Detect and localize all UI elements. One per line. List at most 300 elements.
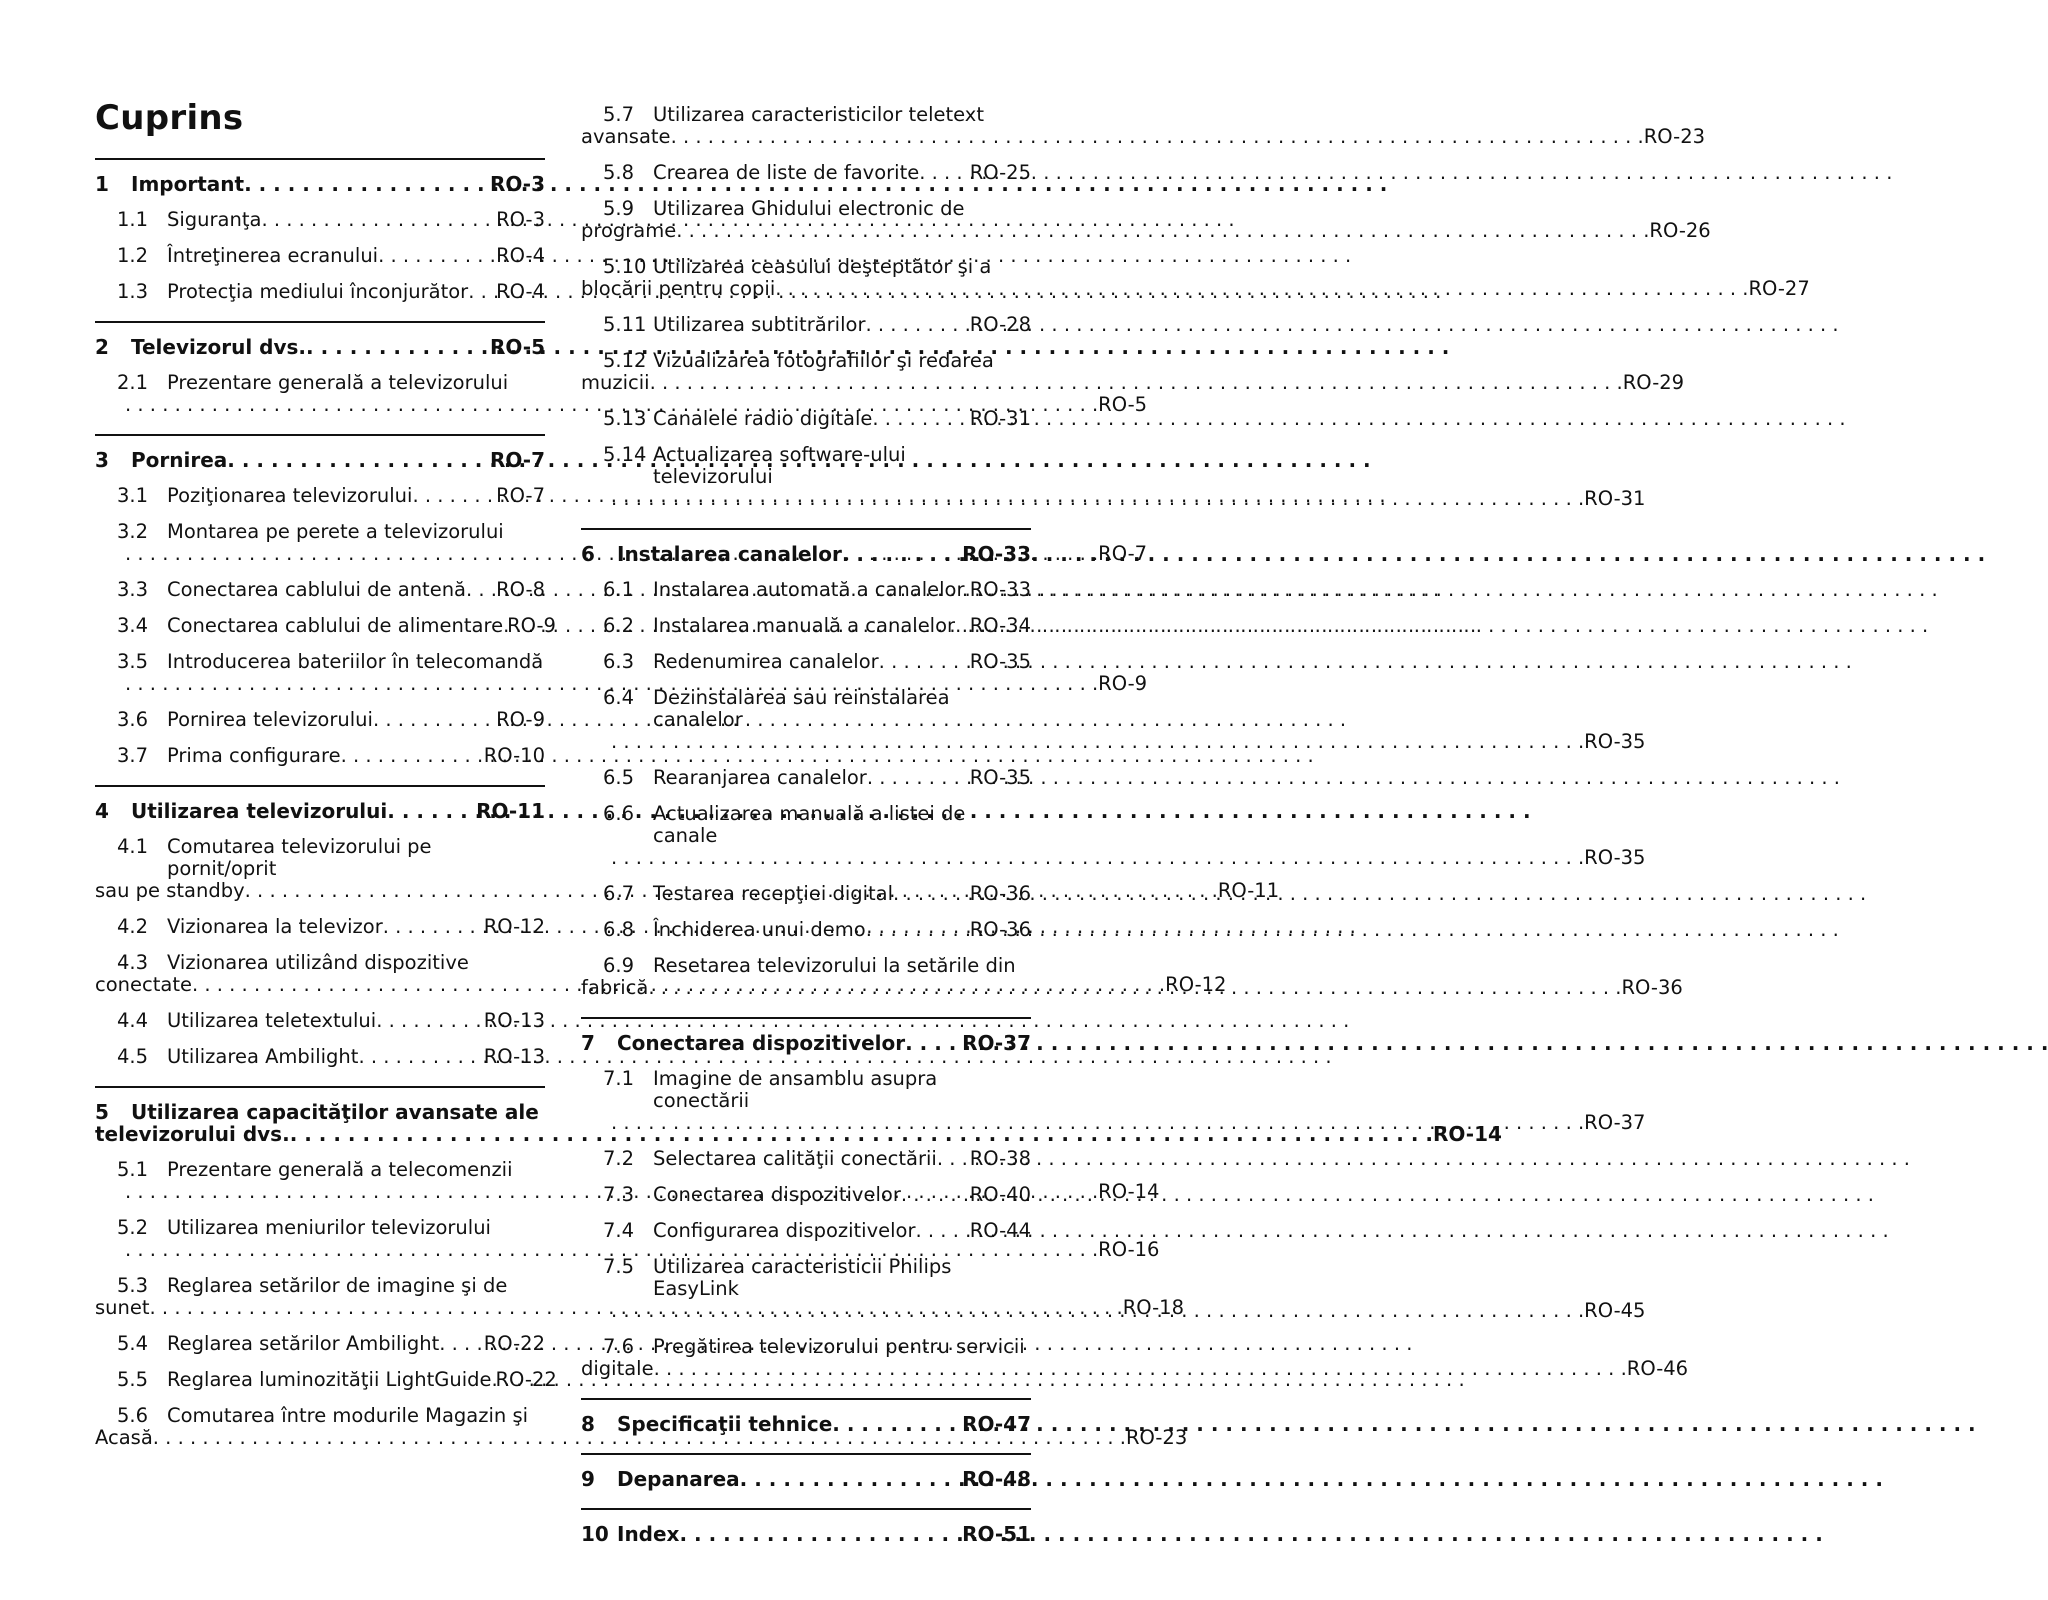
- dot-leader: [867, 767, 970, 789]
- entry-number: 2: [95, 335, 109, 359]
- toc-entry[interactable]: [95, 579, 545, 601]
- entry-line-1: [603, 104, 1031, 126]
- entry-title: Conectarea cablului de alimentare: [167, 614, 504, 637]
- entry-number: 3.5: [117, 650, 149, 673]
- entry-title: Actualizarea manuală a listei de canale: [653, 802, 966, 847]
- entry-title: Utilizarea teletextului: [167, 1009, 377, 1032]
- entry-title: Prima configurare: [167, 744, 341, 767]
- toc-entry[interactable]: [95, 1368, 557, 1391]
- entry-number: 5.9: [603, 197, 635, 220]
- entry-number: 2.1: [117, 371, 149, 394]
- entry-number: 3: [95, 448, 109, 472]
- entry-number: 7.6: [603, 1335, 635, 1358]
- toc-entry[interactable]: [95, 1046, 545, 1068]
- toc-section: [95, 158, 545, 321]
- entry-page: RO-27: [1748, 277, 1810, 300]
- toc-entry[interactable]: [581, 883, 1031, 905]
- toc-entry[interactable]: [95, 916, 545, 938]
- entry-number: 5.7: [603, 103, 635, 126]
- dot-leader: [611, 488, 1584, 510]
- entry-number: 4: [95, 799, 109, 823]
- dot-leader: [879, 651, 970, 673]
- toc-entry[interactable]: [95, 245, 545, 267]
- entry-page: RO-12: [483, 915, 545, 938]
- entry-title: Protecţia mediului înconjurător: [167, 280, 469, 303]
- entry-line-2: [581, 371, 1685, 394]
- entry-number: 5.4: [117, 1332, 149, 1355]
- entry-number: 5.3: [117, 1274, 149, 1297]
- entry-number: 3.4: [117, 614, 149, 637]
- dot-leader: [468, 281, 496, 303]
- entry-title-cont: avansate: [581, 125, 671, 148]
- entry-number: 3.2: [117, 520, 149, 543]
- entry-title: Prezentare generală a telecomenzii: [167, 1158, 513, 1181]
- dot-leader: [905, 1032, 962, 1054]
- toc-entry[interactable]: [581, 579, 1031, 601]
- entry-title-cont: digitale: [581, 1357, 654, 1380]
- entry-page: RO-16: [1098, 1238, 1160, 1261]
- toc-chapter-entry[interactable]: [581, 1413, 1031, 1435]
- entry-title: Siguranţa: [167, 208, 262, 231]
- entry-page: RO-4: [496, 244, 545, 267]
- entry-title: Pornirea: [131, 448, 228, 472]
- entry-page: RO-9: [496, 708, 545, 731]
- toc-chapter-entry[interactable]: [95, 800, 545, 822]
- entry-title-cont: fabrică: [581, 976, 649, 999]
- entry-title: Închiderea unui demo: [653, 918, 866, 941]
- entry-number: 5.1: [117, 1158, 149, 1181]
- entry-page: RO-7: [490, 448, 545, 472]
- dot-leader: [227, 449, 490, 471]
- dot-leader: [387, 800, 476, 822]
- entry-number: 4.3: [117, 951, 149, 974]
- entry-title: Index: [617, 1522, 680, 1546]
- toc-entry[interactable]: [581, 162, 1031, 184]
- entry-line-2: [117, 672, 1148, 695]
- entry-line-2: [581, 219, 1711, 242]
- entry-page: RO-51: [962, 1522, 1031, 1546]
- entry-title: Poziţionarea televizorului: [167, 484, 413, 507]
- dot-leader: [383, 916, 484, 938]
- entry-title: Actualizarea software-ului televizorului: [653, 443, 906, 488]
- entry-title-cont: sau pe standby: [95, 879, 245, 902]
- entry-page: RO-4: [496, 280, 545, 303]
- entry-title: Resetarea televizorului la setările din: [653, 954, 1016, 977]
- entry-page: RO-35: [1584, 730, 1646, 753]
- toc-entry[interactable]: [95, 745, 545, 767]
- entry-number: 6.6: [603, 802, 635, 825]
- toc-entry[interactable]: [581, 103, 1706, 148]
- entry-line-1: [117, 1405, 545, 1427]
- entry-line-1: [603, 350, 1031, 372]
- entry-number: 5.11: [603, 313, 647, 336]
- dot-leader: [654, 1358, 1627, 1380]
- toc-entry[interactable]: [581, 1220, 1031, 1242]
- entry-title: Vizualizarea fotografiilor şi redarea: [653, 349, 994, 372]
- toc-entry[interactable]: [95, 709, 545, 731]
- dot-leader: [341, 745, 484, 767]
- entry-line-1: [603, 687, 1031, 731]
- toc-entry[interactable]: [95, 209, 545, 231]
- entry-line-2: [95, 1122, 1502, 1146]
- entry-number: 6.7: [603, 882, 635, 905]
- dot-leader: [775, 278, 1748, 300]
- entry-number: 8: [581, 1412, 595, 1436]
- entry-number: 3.6: [117, 708, 149, 731]
- entry-page: RO-31: [969, 407, 1031, 430]
- entry-page: RO-37: [1584, 1111, 1646, 1134]
- entry-title: Reglarea setărilor Ambilight: [167, 1332, 440, 1355]
- toc-entry[interactable]: [581, 314, 1031, 336]
- toc-entry[interactable]: [581, 255, 1810, 300]
- entry-page: RO-12: [1165, 973, 1227, 996]
- entry-page: RO-11: [1217, 879, 1280, 902]
- entry-title: Utilizarea ceasului deşteptător şi a: [653, 255, 992, 278]
- entry-title-cont: televizorului dvs.: [95, 1122, 290, 1146]
- entry-title: Utilizarea caracteristicii Philips EasyLink: [653, 1255, 952, 1300]
- entry-page: RO-40: [969, 1183, 1031, 1206]
- toc-entry[interactable]: [581, 197, 1711, 242]
- dot-leader: [901, 1184, 970, 1206]
- dot-leader: [916, 1220, 970, 1242]
- entry-line-2: [581, 125, 1706, 148]
- entry-title: Televizorul dvs.: [131, 335, 307, 359]
- entry-number: 7.4: [603, 1219, 635, 1242]
- entry-title: Selectarea calităţii conectării: [653, 1147, 937, 1170]
- entry-number: 1.2: [117, 244, 149, 267]
- toc-entry[interactable]: [581, 1148, 1031, 1170]
- dot-leader: [378, 245, 496, 267]
- entry-page: RO-33: [969, 578, 1031, 601]
- toc-entry[interactable]: [95, 485, 545, 507]
- entry-page: RO-38: [969, 1147, 1031, 1170]
- dot-leader: [306, 336, 490, 358]
- page-title: Cuprins: [95, 98, 244, 138]
- entry-number: 5.12: [603, 349, 647, 372]
- entry-page: RO-34: [969, 614, 1031, 637]
- entry-line-2: [603, 730, 1646, 753]
- toc-entry[interactable]: [581, 1184, 1031, 1206]
- entry-page: RO-14: [1098, 1180, 1160, 1203]
- dot-leader: [955, 615, 970, 637]
- toc-section: [581, 1398, 1031, 1453]
- entry-page: RO-35: [969, 650, 1031, 673]
- dot-leader: [358, 1046, 483, 1068]
- dot-leader: [676, 220, 1649, 242]
- entry-title: Întreţinerea ecranului: [167, 244, 379, 267]
- dot-leader: [671, 126, 1644, 148]
- toc-chapter-entry[interactable]: [581, 543, 1031, 565]
- entry-page: RO-46: [1626, 1357, 1689, 1380]
- entry-line-1: [117, 1159, 545, 1181]
- entry-title: Utilizarea Ambilight: [167, 1045, 359, 1068]
- entry-page: RO-8: [496, 578, 545, 601]
- entry-page: RO-47: [962, 1412, 1031, 1436]
- entry-title: Important: [131, 172, 245, 196]
- dot-leader: [740, 1468, 962, 1490]
- toc-entry[interactable]: [581, 1335, 1689, 1380]
- entry-page: RO-28: [969, 313, 1031, 336]
- dot-leader: [611, 731, 1584, 753]
- entry-line-1: [603, 256, 1031, 278]
- entry-title: Conectarea dispozitivelor: [617, 1031, 906, 1055]
- entry-line-1: [603, 803, 1031, 847]
- toc-chapter-entry[interactable]: [581, 1468, 1031, 1490]
- entry-page: RO-13: [483, 1009, 545, 1032]
- toc-entry[interactable]: [581, 686, 1646, 753]
- toc-entry[interactable]: [95, 1010, 545, 1032]
- entry-title-cont: Acasă: [95, 1426, 153, 1449]
- toc-section: [581, 1453, 1031, 1508]
- entry-line-1: [117, 1275, 545, 1297]
- toc-entry[interactable]: [95, 281, 545, 303]
- toc-chapter-entry[interactable]: [95, 336, 545, 358]
- entry-number: 10: [581, 1522, 609, 1546]
- entry-line-1: [117, 651, 545, 673]
- entry-page: RO-9: [507, 614, 556, 637]
- entry-title-cont: programe: [581, 219, 677, 242]
- entry-title: Imagine de ansamblu asupra conectării: [653, 1067, 938, 1112]
- dot-leader: [648, 977, 1621, 999]
- entry-title-cont: sunet: [95, 1296, 150, 1319]
- entry-page: RO-31: [1584, 487, 1646, 510]
- entry-page: RO-45: [1584, 1299, 1646, 1322]
- toc-chapter-entry[interactable]: [95, 173, 545, 195]
- entry-title: Vizionarea la televizor: [167, 915, 383, 938]
- toc-entry[interactable]: [581, 802, 1646, 869]
- entry-page: RO-7: [496, 484, 545, 507]
- entry-title: Testarea recepţiei digital: [653, 882, 894, 905]
- entry-page: RO-26: [1649, 219, 1711, 242]
- toc-chapter-entry[interactable]: [95, 1100, 1502, 1146]
- toc-entry[interactable]: [581, 919, 1031, 941]
- entry-page: RO-22: [495, 1368, 557, 1391]
- entry-line-2: [581, 277, 1810, 300]
- entry-page: RO-37: [962, 1031, 1031, 1055]
- entry-page: RO-23: [1643, 125, 1706, 148]
- toc-chapter-entry[interactable]: [95, 449, 545, 471]
- entry-line-2: [581, 1357, 1689, 1380]
- entry-page: RO-7: [1098, 542, 1148, 565]
- entry-line-1: [117, 836, 545, 880]
- entry-page: RO-48: [962, 1467, 1031, 1491]
- entry-title: Utilizarea capacităţilor avansate ale: [131, 1100, 539, 1124]
- entry-title: Comutarea între modurile Magazin şi: [167, 1404, 529, 1427]
- entry-number: 5.13: [603, 407, 647, 430]
- toc-entry[interactable]: [581, 615, 1031, 637]
- entry-page: RO-33: [962, 542, 1031, 566]
- entry-line-2: [95, 1426, 1188, 1449]
- entry-line-1: [603, 198, 1031, 220]
- toc-section: [581, 1508, 1031, 1563]
- dot-leader: [650, 372, 1623, 394]
- entry-title-cont: conectate: [95, 973, 192, 996]
- entry-number: 4.1: [117, 835, 149, 858]
- entry-title: Instalarea canalelor: [617, 542, 842, 566]
- entry-line-1: [603, 955, 1031, 977]
- entry-number: 5.5: [117, 1368, 149, 1391]
- entry-page: RO-22: [483, 1332, 545, 1355]
- entry-page: RO-11: [476, 799, 545, 823]
- dot-leader: [872, 408, 969, 430]
- entry-number: 6.3: [603, 650, 635, 673]
- dot-leader: [611, 1300, 1584, 1322]
- entry-page: RO-14: [1433, 1122, 1502, 1146]
- entry-title: Conectarea cablului de antenă: [167, 578, 467, 601]
- entry-title: Depanarea: [617, 1467, 740, 1491]
- entry-number: 7: [581, 1031, 595, 1055]
- entry-page: RO-44: [969, 1219, 1031, 1242]
- entry-title: Pregătirea televizorului pentru servicii: [653, 1335, 1025, 1358]
- entry-line-2: [117, 1238, 1160, 1261]
- toc-chapter-entry[interactable]: [581, 1032, 1031, 1054]
- entry-number: 6: [581, 542, 595, 566]
- entry-number: 7.5: [603, 1255, 635, 1278]
- entry-page: RO-35: [969, 766, 1031, 789]
- toc-entry[interactable]: [581, 443, 1646, 510]
- entry-page: RO-10: [483, 744, 545, 767]
- entry-number: 7.3: [603, 1183, 635, 1206]
- entry-number: 6.1: [603, 578, 635, 601]
- dot-leader: [893, 883, 970, 905]
- entry-number: 7.2: [603, 1147, 635, 1170]
- entry-title: Rearanjarea canalelor: [653, 766, 867, 789]
- entry-page: RO-5: [490, 335, 545, 359]
- dot-leader: [376, 1010, 484, 1032]
- toc-entry[interactable]: [581, 767, 1031, 789]
- entry-number: 5: [95, 1100, 109, 1124]
- entry-title: Utilizarea meniurilor televizorului: [167, 1216, 491, 1239]
- dot-leader: [611, 847, 1584, 869]
- dot-leader: [865, 314, 969, 336]
- entry-title: Utilizarea subtitrărilor: [653, 313, 866, 336]
- entry-title: Instalarea automată a canalelor: [653, 578, 965, 601]
- entry-title: Conectarea dispozitivelor: [653, 1183, 901, 1206]
- entry-title: Dezinstalarea sau reinstalarea canalelor: [653, 686, 950, 731]
- toc-entry[interactable]: [581, 651, 1031, 673]
- entry-title: Pornirea televizorului: [167, 708, 373, 731]
- dot-leader: [832, 1413, 962, 1435]
- entry-line-1: [95, 1101, 545, 1123]
- entry-title: Configurarea dispozitivelor: [653, 1219, 916, 1242]
- dot-leader: [439, 1333, 483, 1355]
- dot-leader: [842, 543, 962, 565]
- toc-chapter-entry[interactable]: [581, 1523, 1031, 1545]
- entry-title: Crearea de liste de favorite: [653, 161, 920, 184]
- dot-leader: [919, 162, 969, 184]
- entry-line-2: [95, 1296, 1184, 1319]
- entry-number: 6.4: [603, 686, 635, 709]
- entry-number: 5.8: [603, 161, 635, 184]
- entry-title-cont: blocării pentru copii: [581, 277, 776, 300]
- entry-page: RO-5: [1098, 393, 1148, 416]
- entry-number: 9: [581, 1467, 595, 1491]
- dot-leader: [261, 209, 496, 231]
- entry-title: Instalarea manuală a canalelor: [653, 614, 956, 637]
- entry-number: 6.8: [603, 918, 635, 941]
- entry-number: 4.4: [117, 1009, 149, 1032]
- dot-leader: [244, 173, 490, 195]
- entry-title: Reglarea luminozităţii LightGuide: [167, 1368, 492, 1391]
- dot-leader: [373, 709, 496, 731]
- entry-title: Redenumirea canalelor: [653, 650, 879, 673]
- entry-line-1: [603, 1256, 1031, 1300]
- entry-number: 5.14: [603, 443, 647, 466]
- entry-title: Reglarea setărilor de imagine şi de: [167, 1274, 508, 1297]
- entry-title: Prezentare generală a televizorului: [167, 371, 509, 394]
- entry-title: Vizionarea utilizând dispozitive: [167, 951, 469, 974]
- entry-page: RO-3: [490, 172, 545, 196]
- entry-number: 3.3: [117, 578, 149, 601]
- entry-title: Canalele radio digitale: [653, 407, 873, 430]
- toc-entry[interactable]: [95, 1333, 545, 1355]
- entry-page: RO-23: [1125, 1426, 1188, 1449]
- entry-page: RO-3: [496, 208, 545, 231]
- entry-number: 1.3: [117, 280, 149, 303]
- entry-title: Specificaţii tehnice: [617, 1412, 833, 1436]
- entry-page: RO-18: [1122, 1296, 1184, 1319]
- entry-line-2: [603, 487, 1646, 510]
- entry-title: Montarea pe perete a televizorului: [167, 520, 504, 543]
- entry-title: Introducerea bateriilor în telecomandă: [167, 650, 544, 673]
- entry-title: Utilizarea Ghidului electronic de: [653, 197, 965, 220]
- toc-entry[interactable]: [95, 614, 556, 637]
- entry-line-1: [603, 444, 1031, 488]
- entry-page: RO-9: [1098, 672, 1148, 695]
- entry-number: 6.5: [603, 766, 635, 789]
- entry-page: RO-36: [969, 882, 1031, 905]
- toc-entry[interactable]: [581, 349, 1685, 394]
- entry-page: RO-36: [1621, 976, 1683, 999]
- dot-leader: [937, 1148, 970, 1170]
- entry-number: 1.1: [117, 208, 149, 231]
- entry-line-1: [603, 1068, 1031, 1112]
- entry-title-cont: muzicii: [581, 371, 650, 394]
- entry-page: RO-35: [1584, 846, 1646, 869]
- entry-page: RO-29: [1622, 371, 1685, 394]
- entry-line-2: [117, 393, 1148, 416]
- entry-number: 5.2: [117, 1216, 149, 1239]
- entry-page: RO-13: [483, 1045, 545, 1068]
- entry-number: 3.1: [117, 484, 149, 507]
- entry-title: Utilizarea televizorului: [131, 799, 388, 823]
- entry-number: 3.7: [117, 744, 149, 767]
- entry-number: 7.1: [603, 1067, 635, 1090]
- entry-page: RO-36: [969, 918, 1031, 941]
- entry-line-2: [603, 846, 1646, 869]
- entry-line-1: [117, 372, 545, 394]
- entry-line-1: [117, 952, 545, 974]
- dot-leader: [611, 1112, 1584, 1134]
- entry-title: Comutarea televizorului pe pornit/oprit: [167, 835, 432, 880]
- entry-line-1: [117, 521, 545, 543]
- dot-leader: [679, 1523, 962, 1545]
- entry-line-1: [603, 1336, 1031, 1358]
- entry-number: 6.9: [603, 954, 635, 977]
- toc-entry[interactable]: [581, 408, 1031, 430]
- dot-leader: [866, 919, 970, 941]
- entry-number: 4.5: [117, 1045, 149, 1068]
- dot-leader: [466, 579, 496, 601]
- entry-number: 6.2: [603, 614, 635, 637]
- entry-number: 1: [95, 172, 109, 196]
- entry-number: 5.10: [603, 255, 647, 278]
- entry-number: 4.2: [117, 915, 149, 938]
- entry-title: Utilizarea caracteristicilor teletext: [653, 103, 984, 126]
- entry-number: 5.6: [117, 1404, 149, 1427]
- entry-page: RO-25: [969, 161, 1031, 184]
- entry-line-1: [117, 1217, 545, 1239]
